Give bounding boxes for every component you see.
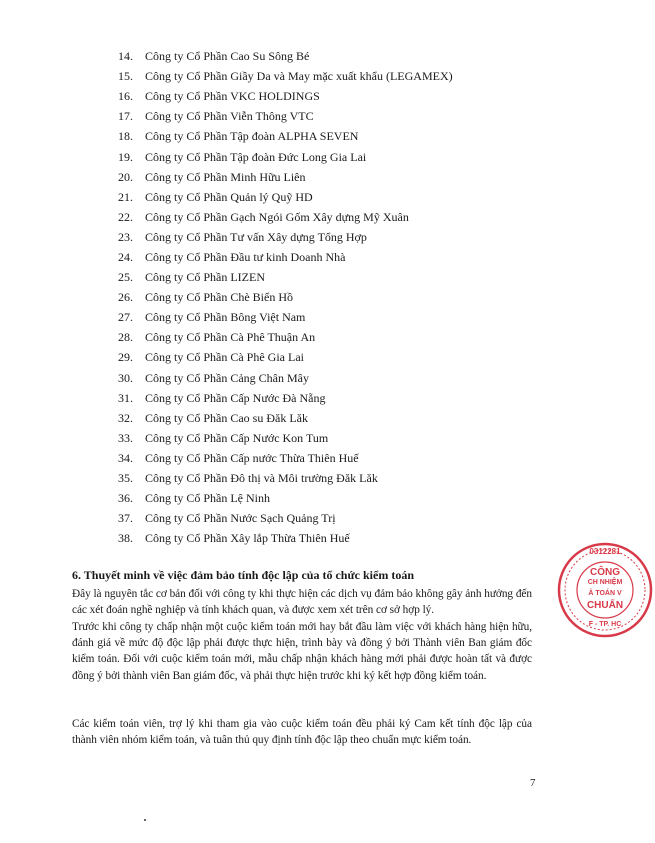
list-item-number: 25. bbox=[118, 270, 133, 285]
list-item bbox=[118, 247, 453, 267]
stamp-text-line: 0312281 bbox=[589, 547, 621, 556]
paragraph-commitment: Các kiểm toán viên, trợ lý khi tham gia vào cuộc kiểm toán đều phải ký Cam kết tính độc lập của thành viên nhóm kiểm toán, và tuân thủ quy định tính độc lập theo chuẩn mực kiểm toán. bbox=[72, 718, 532, 747]
list-item-company-name: Công ty Cổ Phần Giầy Da và May mặc xuất khẩu (LEGAMEX) bbox=[145, 69, 453, 84]
list-item-company-name: Công ty Cổ Phần Viễn Thông VTC bbox=[145, 109, 314, 124]
list-item-company-name: Công ty Cổ Phần Đầu tư kinh Doanh Nhà bbox=[145, 249, 346, 264]
list-item-company-name: Công ty Cổ Phần Lệ Ninh bbox=[145, 491, 270, 506]
list-item-number: 26. bbox=[118, 290, 133, 305]
list-item-number: 38. bbox=[118, 531, 133, 546]
list-item-number: 19. bbox=[118, 149, 133, 164]
list-item-company-name: Công ty Cổ Phần Cấp nước Thừa Thiên Huế bbox=[145, 450, 359, 465]
list-item bbox=[118, 86, 453, 106]
list-item bbox=[118, 448, 453, 468]
scan-speck bbox=[144, 819, 146, 821]
list-item-company-name: Công ty Cổ Phần Đô thị và Môi trường Đăk Lăk bbox=[145, 471, 378, 486]
list-item bbox=[118, 388, 453, 408]
list-item-company-name: Công ty Cổ Phần Cao su Đăk Lăk bbox=[145, 410, 308, 425]
stamp-text-line: CÔNG bbox=[590, 567, 620, 578]
list-item-number: 22. bbox=[118, 209, 133, 224]
list-item bbox=[118, 327, 453, 347]
list-item bbox=[118, 187, 453, 207]
list-item bbox=[118, 368, 453, 388]
list-item bbox=[118, 287, 453, 307]
list-item-number: 31. bbox=[118, 390, 133, 405]
page-number: 7 bbox=[530, 777, 536, 789]
list-item-number: 34. bbox=[118, 450, 133, 465]
list-item-company-name: Công ty Cổ Phần Cao Su Sông Bé bbox=[145, 49, 310, 64]
list-item bbox=[118, 468, 453, 488]
list-item-company-name: Công ty Cổ Phần Tập đoàn ALPHA SEVEN bbox=[145, 129, 359, 144]
list-item-company-name: Công ty Cổ Phần Tập đoàn Đức Long Gia Lai bbox=[145, 149, 367, 164]
list-item bbox=[118, 227, 453, 247]
list-item bbox=[118, 126, 453, 146]
list-item-company-name: Công ty Cổ Phần Tư vấn Xây dựng Tổng Hợp bbox=[145, 229, 367, 244]
list-item-number: 33. bbox=[118, 430, 133, 445]
list-item-number: 17. bbox=[118, 109, 133, 124]
list-item-number: 16. bbox=[118, 89, 133, 104]
list-item-company-name: Công ty Cổ Phần Cà Phê Thuận An bbox=[145, 330, 316, 345]
list-item bbox=[118, 66, 453, 86]
stamp-text-line: CH NHIỆM bbox=[587, 579, 623, 586]
list-item bbox=[118, 207, 453, 227]
company-seal-stamp bbox=[555, 540, 655, 640]
list-item-number: 20. bbox=[118, 169, 133, 184]
list-item bbox=[118, 408, 453, 428]
list-item-number: 14. bbox=[118, 49, 133, 64]
list-item bbox=[118, 428, 453, 448]
list-item-company-name: Công ty Cổ Phần Gạch Ngói Gốm Xây dựng Mỹ Xuân bbox=[145, 209, 409, 224]
list-item-company-name: Công ty Cổ Phần Cảng Chân Mây bbox=[145, 370, 309, 385]
list-item-number: 21. bbox=[118, 189, 133, 204]
list-item bbox=[118, 106, 453, 126]
list-item-company-name: Công ty Cổ Phần VKC HOLDINGS bbox=[145, 89, 320, 104]
list-item bbox=[118, 146, 453, 166]
list-item-company-name: Công ty Cổ Phần Cà Phê Gia Lai bbox=[145, 350, 304, 365]
list-item-company-name: Công ty Cổ Phần Cấp Nước Đà Nẵng bbox=[145, 390, 326, 405]
list-item-company-name: Công ty Cổ Phần Nước Sạch Quảng Trị bbox=[145, 511, 336, 526]
list-item bbox=[118, 508, 453, 528]
section-heading: 6. Thuyết minh về việc đảm bảo tính độc lập của tổ chức kiểm toán bbox=[72, 568, 414, 582]
list-item-number: 18. bbox=[118, 129, 133, 144]
stamp-text-line: Ả TOÁN V bbox=[588, 590, 622, 597]
list-item-number: 30. bbox=[118, 370, 133, 385]
list-item-number: 32. bbox=[118, 410, 133, 425]
paragraph-principle: Đây là nguyên tắc cơ bản đối với công ty khi thực hiện các dịch vụ đảm bảo không gây ảnh hưởng đến các xét đoán nghề nghiệp và tính khách quan, và được xem xét trên cơ sở hợp lý. bbox=[72, 588, 532, 617]
list-item-number: 24. bbox=[118, 249, 133, 264]
list-item bbox=[118, 488, 453, 508]
company-list bbox=[118, 46, 453, 548]
list-item-company-name: Công ty Cổ Phần Quản lý Quỹ HD bbox=[145, 189, 313, 204]
list-item-company-name: Công ty Cổ Phần Xây lắp Thừa Thiên Huế bbox=[145, 531, 350, 546]
paragraph-acceptance: Trước khi công ty chấp nhận một cuộc kiểm toán mới hay bắt đầu làm việc với khách hàng hiện hữu, đánh giá về mức độ độc lập phải được thực hiện, trình bày và đồng ý bởi Thành viên Ban giám đốc kiểm toán. Đối với cuộc kiểm toán mới, mẫu chấp nhận khách hàng mới phải được hoàn tất và được đồng ý bởi thành viên Ban giám đốc, và phải thực hiện trước khi ký kết hợp đồng kiểm toán. bbox=[72, 621, 532, 682]
list-item bbox=[118, 528, 453, 548]
stamp-text-line: F - TP. HC bbox=[588, 621, 622, 628]
list-item bbox=[118, 167, 453, 187]
list-item-company-name: Công ty Cổ Phần LIZEN bbox=[145, 270, 265, 285]
list-item bbox=[118, 267, 453, 287]
list-item-number: 28. bbox=[118, 330, 133, 345]
list-item bbox=[118, 307, 453, 327]
list-item-number: 29. bbox=[118, 350, 133, 365]
list-item bbox=[118, 347, 453, 367]
list-item-company-name: Công ty Cổ Phần Minh Hữu Liên bbox=[145, 169, 306, 184]
list-item-number: 15. bbox=[118, 69, 133, 84]
list-item-number: 37. bbox=[118, 511, 133, 526]
list-item-company-name: Công ty Cổ Phần Chè Biển Hồ bbox=[145, 290, 294, 305]
list-item-number: 23. bbox=[118, 229, 133, 244]
list-item-number: 35. bbox=[118, 471, 133, 486]
list-item-number: 27. bbox=[118, 310, 133, 325]
list-item-number: 36. bbox=[118, 491, 133, 506]
list-item-company-name: Công ty Cổ Phần Bông Việt Nam bbox=[145, 310, 306, 325]
list-item bbox=[118, 46, 453, 66]
list-item-company-name: Công ty Cổ Phần Cấp Nước Kon Tum bbox=[145, 430, 329, 445]
stamp-text-line: CHUẨN bbox=[586, 600, 624, 611]
